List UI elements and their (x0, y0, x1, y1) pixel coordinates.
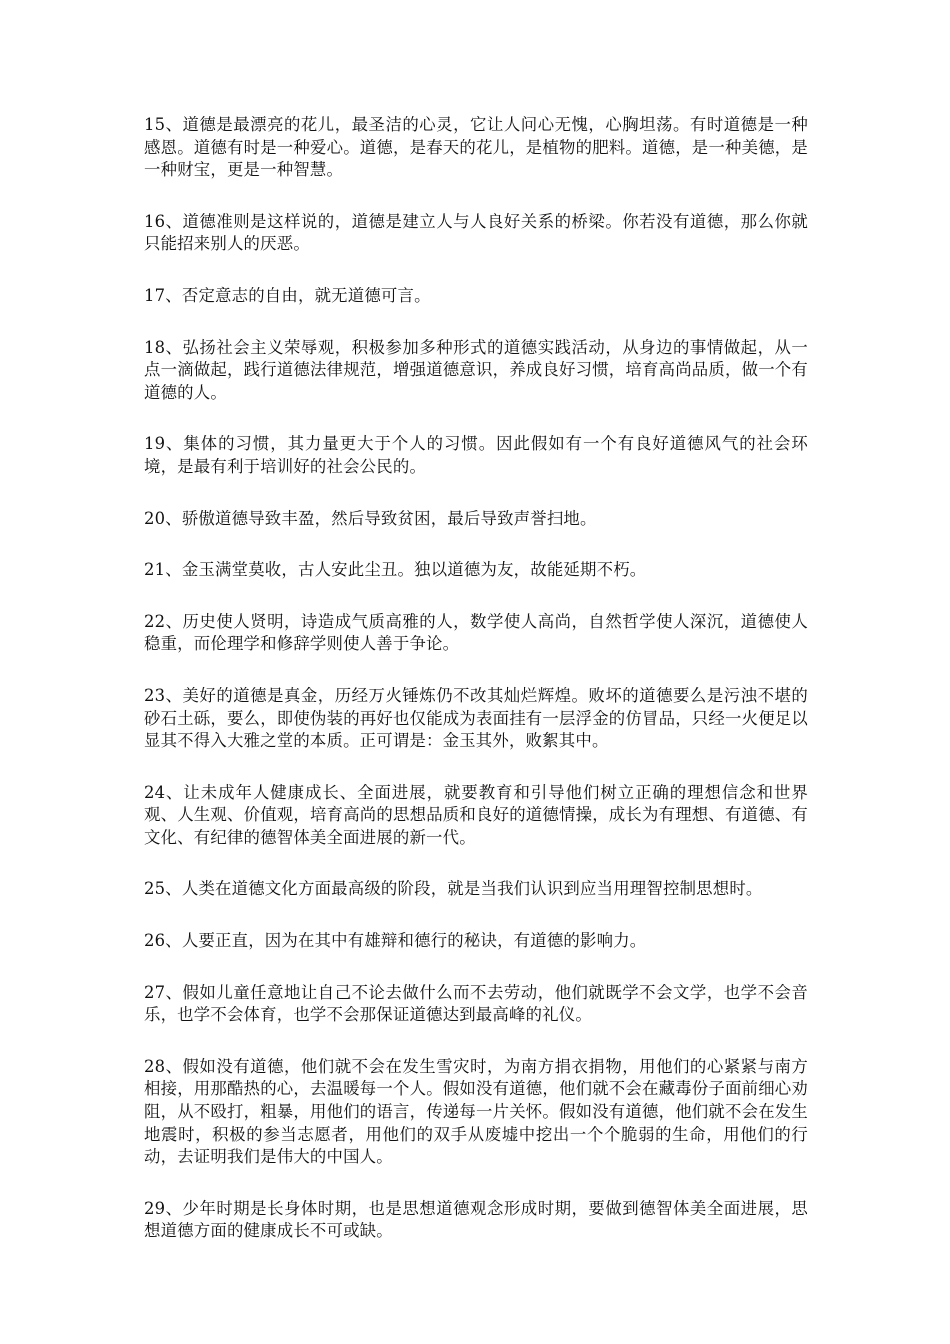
paragraph-18: 18、弘扬社会主义荣辱观，积极参加多种形式的道德实践活动，从身边的事情做起，从一点一滴做起，践行道德法律规范，增强道德意识，养成良好习惯，培育高尚品质，做一个有道德的人。 (144, 337, 808, 402)
paragraph-17: 17、否定意志的自由，就无道德可言。 (144, 285, 431, 305)
paragraph-21: 21、金玉满堂莫收，古人安此尘丑。独以道德为友，故能延期不朽。 (144, 560, 647, 580)
paragraph-25: 25、人类在道德文化方面最高级的阶段，就是当我们认识到应当用理智控制思想时。 (144, 879, 763, 899)
paragraph-26: 26、人要正直，因为在其中有雄辩和德行的秘诀，有道德的影响力。 (144, 931, 647, 951)
paragraph-16: 16、道德准则是这样说的，道德是建立人与人良好关系的桥梁。你若没有道德，那么你就只能招来别人的厌恶。 (144, 211, 808, 254)
paragraph-27: 27、假如儿童任意地让自己不论去做什么而不去劳动，他们就既学不会文学，也学不会音乐，也学不会体育，也学不会那保证道德达到最高峰的礼仪。 (144, 982, 808, 1025)
paragraph-22: 22、历史使人贤明，诗造成气质高雅的人，数学使人高尚，自然哲学使人深沉，道德使人稳重，而伦理学和修辞学则使人善于争论。 (144, 611, 808, 654)
paragraph-28: 28、假如没有道德，他们就不会在发生雪灾时，为南方捐衣捐物，用他们的心紧紧与南方相接，用那酷热的心，去温暖每一个人。假如没有道德，他们就不会在藏毒份子面前细心劝阻，从不殴打，粗暴，用他们的语言，传递每一片关怀。假如没有道德，他们就不会在发生地震时，积极的参当志愿者，用他们的双手从废墟中挖出一个个脆弱的生命，用他们的行动，去证明我们是伟大的中国人。 (144, 1056, 808, 1167)
paragraph-29: 29、少年时期是长身体时期，也是思想道德观念形成时期，要做到德智体美全面进展，思想道德方面的健康成长不可或缺。 (144, 1198, 808, 1241)
paragraph-20: 20、骄傲道德导致丰盈，然后导致贫困，最后导致声誉扫地。 (144, 508, 597, 528)
paragraph-19: 19、集体的习惯，其力量更大于个人的习惯。因此假如有一个有良好道德风气的社会环境，是最有利于培训好的社会公民的。 (144, 434, 808, 476)
document-body (144, 114, 808, 1272)
paragraph-23: 23、美好的道德是真金，历经万火锤炼仍不改其灿烂辉煌。败坏的道德要么是污浊不堪的砂石土砾，要么，即使伪装的再好也仅能成为表面挂有一层浮金的仿冒品，只经一火便足以显其不得入大雅之堂的本质。正可谓是：金玉其外，败絮其中。 (144, 685, 808, 751)
paragraph-15: 15、道德是最漂亮的花儿，最圣洁的心灵，它让人问心无愧，心胸坦荡。有时道德是一种感恩。道德有时是一种爱心。道德，是春天的花儿，是植物的肥料。道德，是一种美德，是一种财宝，更是一种智慧。 (144, 115, 808, 180)
paragraph-24: 24、让未成年人健康成长、全面进展，就要教育和引导他们树立正确的理想信念和世界观、人生观、价值观，培育高尚的思想品质和良好的道德情操，成长为有理想、有道德、有文化、有纪律的德智体美全面进展的新一代。 (144, 782, 808, 847)
